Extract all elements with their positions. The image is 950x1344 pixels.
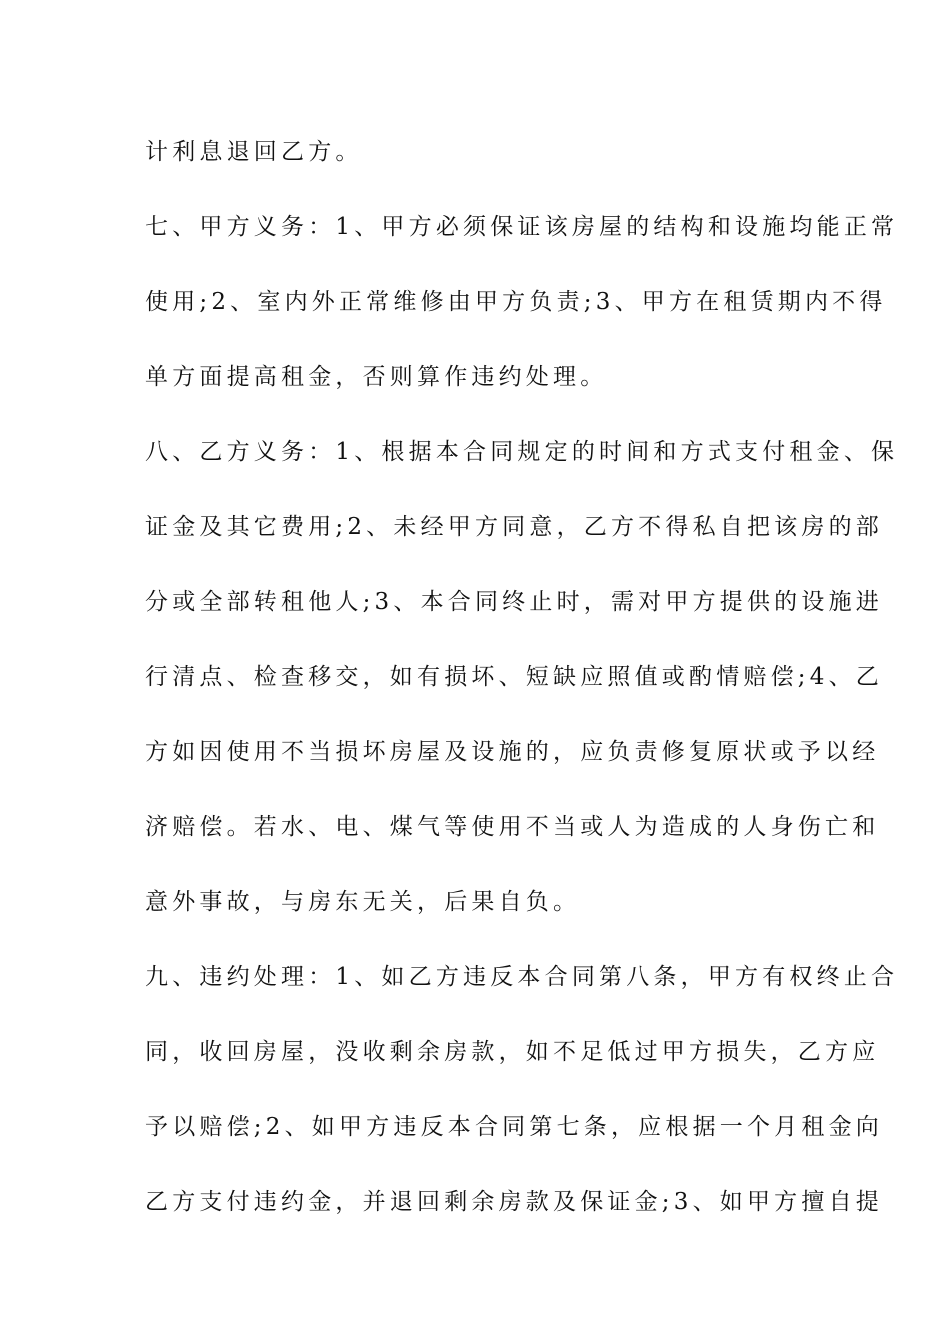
text-line: 分或全部转租他人;3、本合同终止时，需对甲方提供的设施进 [145,589,883,615]
text-line: 计利息退回乙方。 [145,139,363,165]
text-line: 方如因使用不当损坏房屋及设施的，应负责修复原状或予以经 [145,739,880,765]
text-line: 七、甲方义务：1、甲方必须保证该房屋的结构和设施均能正常 [145,214,899,240]
text-line: 乙方支付违约金，并退回剩余房款及保证金;3、如甲方擅自提 [145,1189,883,1215]
text-line: 证金及其它费用;2、未经甲方同意，乙方不得私自把该房的部 [145,514,883,540]
text-line: 使用;2、室内外正常维修由甲方负责;3、甲方在租赁期内不得 [145,289,887,315]
text-line: 九、违约处理：1、如乙方违反本合同第八条，甲方有权终止合 [145,964,899,990]
document-body [145,125,899,1229]
text-line: 济赔偿。若水、电、煤气等使用不当或人为造成的人身伤亡和 [145,814,880,840]
text-line: 予以赔偿;2、如甲方违反本合同第七条，应根据一个月租金向 [145,1114,883,1140]
text-line: 意外事故，与房东无关，后果自负。 [145,889,581,915]
text-line: 行清点、检查移交，如有损坏、短缺应照值或酌情赔偿;4、乙 [145,664,883,690]
text-line: 同，收回房屋，没收剩余房款，如不足低过甲方损失，乙方应 [145,1039,880,1065]
text-line: 单方面提高租金，否则算作违约处理。 [145,364,608,390]
text-line: 八、乙方义务：1、根据本合同规定的时间和方式支付租金、保 [145,439,899,465]
